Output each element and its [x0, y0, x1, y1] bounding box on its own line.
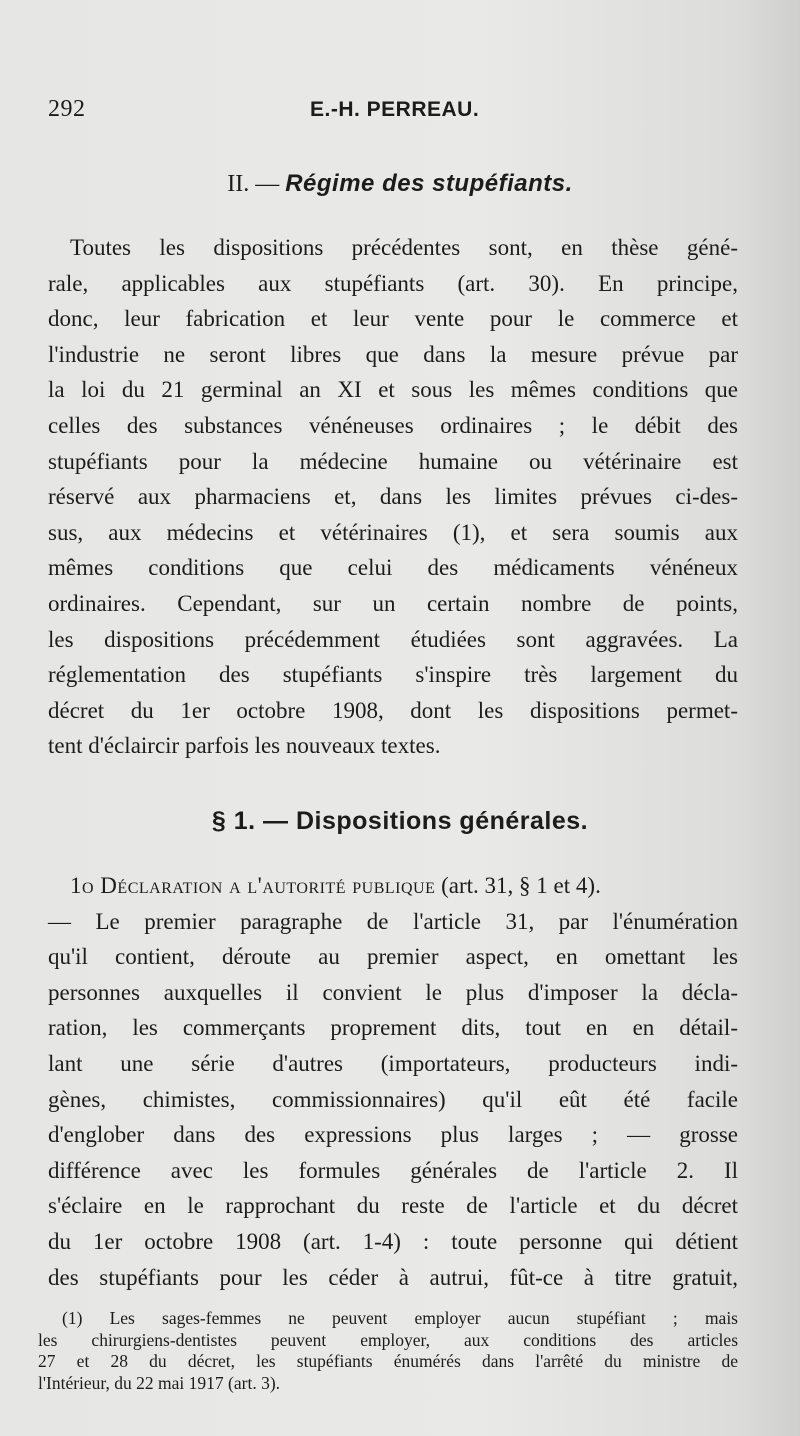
text-line: réglementation des stupéfiants s'inspire très largement du: [48, 662, 738, 688]
text-line-lead: [48, 868, 738, 904]
page-number: 292: [48, 96, 86, 122]
text-line: celles des substances vénéneuses ordinaires ; le débit des: [48, 412, 738, 438]
text-line: gènes, chimistes, commissionnaires) qu'il eût été facile: [48, 1086, 738, 1112]
footnote-line: les chirurgiens-dentistes peuvent employer, aux conditions des articles: [38, 1329, 738, 1350]
text-line: Toutes les dispositions précédentes sont, en thèse géné-: [70, 235, 738, 260]
text-line: d'englober dans des expressions plus larges ; — grosse: [48, 1122, 738, 1148]
text-line: sus, aux médecins et vétérinaires (1), et sera soumis aux: [48, 519, 738, 545]
text-line: donc, leur fabrication et leur vente pour le commerce et: [48, 306, 738, 332]
text-line: les dispositions précédemment étudiées sont aggravées. La: [48, 626, 738, 652]
text-line: l'industrie ne seront libres que dans la mesure prévue par: [48, 341, 738, 367]
footnote-line: l'Intérieur, du 22 mai 1917 (art. 3).: [38, 1372, 281, 1393]
paragraph-2: [48, 868, 738, 1295]
section-heading: [0, 170, 800, 198]
text-line: des stupéfiants pour les céder à autrui, fût-ce à titre gratuit,: [48, 1264, 738, 1290]
footnote: [38, 1308, 738, 1394]
text-line: mêmes conditions que celui des médicaments vénéneux: [48, 555, 738, 581]
running-head-author: E.-H. PERREAU.: [310, 98, 480, 121]
text-line: décret du 1er octobre 1908, dont les dispositions permet-: [48, 697, 738, 723]
text-line: ordinaires. Cependant, sur un certain nombre de points,: [48, 590, 738, 616]
lead-rest: (art. 31, § 1 et 4).: [435, 873, 601, 898]
text-line: différence avec les formules générales de l'article 2. Il: [48, 1157, 738, 1183]
text-line: rale, applicables aux stupéfiants (art. 30). En principe,: [48, 270, 738, 296]
paragraph-1: [48, 230, 738, 764]
running-head: [48, 96, 748, 132]
footnote-line: (1) Les sages-femmes ne peuvent employer aucun stupéfiant ; mais: [62, 1308, 738, 1328]
text-line: s'éclaire en le rapprochant du reste de l'article et du décret: [48, 1193, 738, 1219]
text-line: — Le premier paragraphe de l'article 31, par l'énumération: [48, 908, 738, 934]
footnote-line: 27 et 28 du décret, les stupéfiants énumérés dans l'arrêté du ministre de: [38, 1351, 738, 1371]
section-number: II. —: [227, 171, 280, 197]
text-line: personnes auxquelles il convient le plus d'imposer la décla-: [48, 979, 738, 1005]
text-line: lant une série d'autres (importateurs, producteurs indi-: [48, 1050, 738, 1076]
text-line: réservé aux pharmaciens et, dans les limites prévues ci-des-: [48, 484, 738, 510]
text-line: qu'il contient, déroute au premier aspect, en omettant les: [48, 944, 738, 970]
text-line: stupéfiants pour la médecine humaine ou vétérinaire est: [48, 448, 738, 474]
text-line: du 1er octobre 1908 (art. 1-4) : toute personne qui détient: [48, 1228, 738, 1254]
lead-smallcaps: 1o Déclaration a l'autorité publique: [70, 873, 436, 898]
text-line: tent d'éclaircir parfois les nouveaux textes.: [48, 733, 441, 759]
subsection-heading: § 1. — Dispositions générales.: [211, 807, 589, 835]
section-title: Régime des stupéfiants.: [285, 170, 573, 197]
text-line: la loi du 21 germinal an XI et sous les mêmes conditions que: [48, 377, 738, 403]
text-line: ration, les commerçants proprement dits, tout en en détail-: [48, 1015, 738, 1041]
